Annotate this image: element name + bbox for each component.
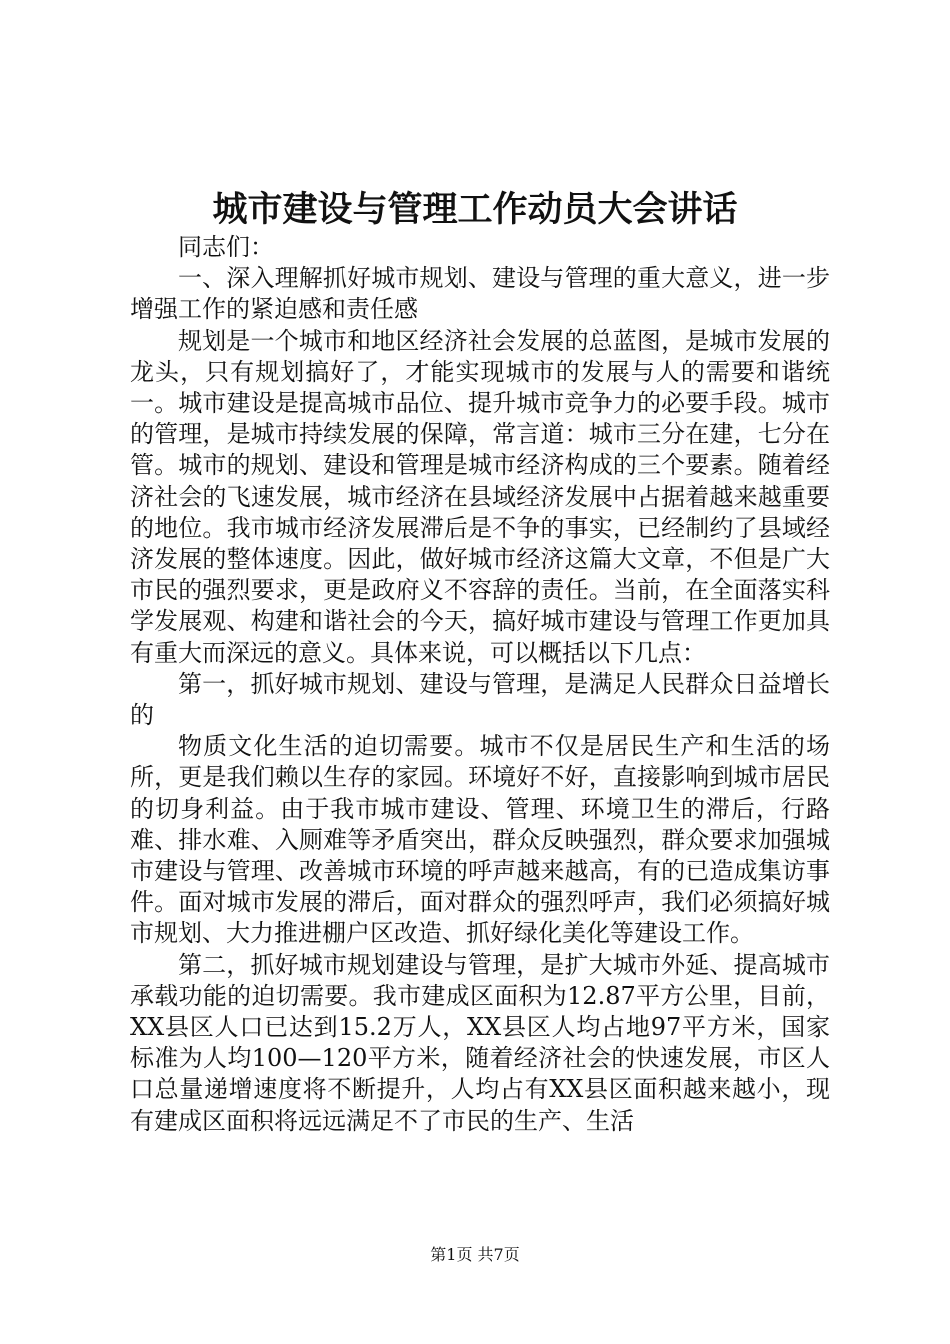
salutation: 同志们： xyxy=(178,233,274,261)
paragraph: 规划是一个城市和地区经济社会发展的总蓝图，是城市发展的龙头，只有规划搞好了，才能实现城市的发展与人的需要和谐统一。城市建设是提高城市品位、提升城市竞争力的必要手段。城市的管理，是城市持续发展的保障，常言道：城市三分在建，七分在管。城市的规划、建设和管理是城市经济构成的三个要素。随着经济社会的飞速发展，城市经济在县域经济发展中占据着越来越重要的地位。我市城市经济发展滞后是不争的事实，已经制约了县域经济发展的整体速度。因此，做好城市经济这篇大文章，不但是广大市民的强烈要求，更是政府义不容辞的责任。当前，在全面落实科学发展观、构建和谐社会的今天，搞好城市建设与管理工作更加具有重大而深远的意义。具体来说，可以概括以下几点： xyxy=(130,326,830,667)
document-body xyxy=(130,232,830,1137)
paragraph: 物质文化生活的迫切需要。城市不仅是居民生产和生活的场所，更是我们赖以生存的家园。环境好不好，直接影响到城市居民的切身利益。由于我市城市建设、管理、环境卫生的滞后，行路难、排水难、入厕难等矛盾突出，群众反映强烈，群众要求加强城市建设与管理、改善城市环境的呼声越来越高，有的已造成集访事件。面对城市发展的滞后，面对群众的强烈呼声，我们必须搞好城市规划、大力推进棚户区改造、抓好绿化美化等建设工作。 xyxy=(130,732,830,948)
paragraph: 第一，抓好城市规划、建设与管理，是满足人民群众日益增长的 xyxy=(130,669,830,730)
paragraph: 第二，抓好城市规划建设与管理，是扩大城市外延、提高城市承载功能的迫切需要。我市建成区面积为12.87平方公里，目前，XX县区人口已达到15.2万人，XX县区人均占地97平方米，国家标准为人均100—120平方米，随着经济社会的快速发展，市区人口总量递增速度将不断提升，人均占有XX县区面积越来越小，现有建成区面积将远远满足不了市民的生产、生活 xyxy=(130,950,830,1135)
document-title: 城市建设与管理工作动员大会讲话 xyxy=(212,189,738,230)
section-heading: 一、深入理解抓好城市规划、建设与管理的重大意义，进一步增强工作的紧迫感和责任感 xyxy=(130,264,830,324)
page-number-footer: 第1页 共7页 xyxy=(430,1245,520,1264)
